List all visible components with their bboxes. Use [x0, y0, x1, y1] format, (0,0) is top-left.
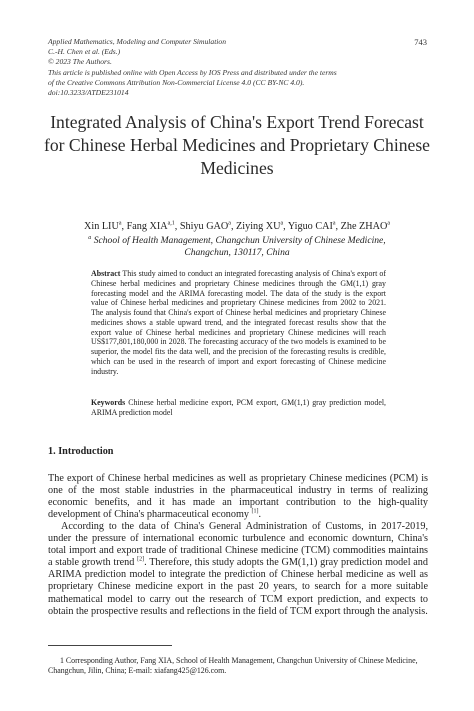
author-name: Shiyu GAO [179, 221, 229, 232]
header-line-license-1: This article is published online with Open Access by IOS Press and distributed under the terms [48, 67, 337, 77]
author-affiliation-mark: a [280, 220, 284, 227]
abstract-label: Abstract [91, 269, 121, 278]
affiliation-line-2: Changchun, 130117, China [184, 247, 290, 259]
author-affiliation-mark: a [228, 220, 231, 227]
keywords-text: Chinese herbal medicine export, PCM export, GM(1,1) gray prediction model, ARIMA prediction model [91, 398, 386, 417]
abstract [91, 269, 386, 376]
intro-paragraph-2 [48, 521, 428, 618]
author-name: Yiguo CAI [287, 221, 333, 232]
page-number: 743 [414, 37, 427, 47]
author-name: Ziying XU [236, 221, 281, 232]
affiliation [40, 235, 434, 259]
header-line-license-2: of the Creative Commons Attribution Non-Commercial License 4.0 (CC BY-NC 4.0). [48, 77, 305, 87]
author-name: Zhe ZHAO [340, 221, 388, 232]
author-affiliation-mark: a,1 [167, 220, 175, 227]
author-affiliation-mark: a [118, 220, 122, 227]
footnote: 1 Corresponding Author, Fang XIA, School of Health Management, Changchun University of Chinese Medicine, Changchun, Jilin, China; E-mail: xiafang425@126.com. [48, 656, 418, 676]
author-affiliation-mark: a [332, 220, 336, 227]
paragraph-text: . [258, 509, 262, 521]
citation-ref: [2] [137, 556, 145, 563]
header-line-editors: C.-H. Chen et al. (Eds.) [48, 47, 121, 57]
author-list: Xin LIU$^a$, Fang XIA$^{a,1}$, Shiyu GAO$^a$, Ziying $XU^a$, Yiguo CAI$^a$, Zhe ZHAO$^a$ [84, 220, 390, 232]
section-heading: 1. Introduction [48, 446, 114, 457]
citation-ref: [1] [251, 508, 259, 515]
footnote-divider [48, 645, 172, 646]
header-line-doi: doi:10.3233/ATDE231014 [48, 88, 129, 98]
header-line-journal: Applied Mathematics, Modeling and Computer Simulation [48, 37, 227, 46]
keywords [91, 398, 386, 418]
abstract-text: This study aimed to conduct an integrated forecasting analysis of China's export of Chinese herbal medicines and proprietary Chinese medicines through the GM(1,1) gray forecasting model and the ARIMA forecasting model. The data of the study is the export value of Chinese herbal medicines and proprietary Chinese medicines from 2002 to 2021. The analysis found that China's export of Chinese herbal medicines and proprietary Chinese medicines shows a stable upward trend, and the integrated forecast results show that the export value of Chinese herbal medicines and proprietary Chinese medicines will reach US$177,801,180,000 in 2028. The forecasting accuracy of the two models is examined to be superior, the model fits the data well, and the precision of the forecasting results is credible, which can be used in the research of import and export forecasting of Chinese medicine industry. [91, 269, 386, 376]
header-line-copyright: © 2023 The Authors. [48, 57, 112, 67]
author-name: Xin LIU [84, 221, 119, 232]
paragraph-text: . Therefore, this study adopts the GM(1,1) gray prediction model and ARIMA prediction model to integrate the prediction of Chinese herbal medicine as well as proprietary Chinese medicine export in the past 20 years, to search for a more suitable mathematical model to carry out the research of TCM export prediction, and expects to obtain the prospective results and reflections in the field of TCM export through the analysis. [48, 557, 428, 617]
intro-paragraph-1 [48, 473, 428, 521]
author-name: Fang XIA [126, 221, 168, 232]
author-affiliation-mark: a [387, 220, 390, 227]
journal-header [48, 37, 368, 98]
affiliation-line-1: School of Health Management, Changchun University of Chinese Medicine, [93, 235, 386, 246]
paper-title: Integrated Analysis of China's Export Trend Forecast for Chinese Herbal Medicines and Proprietary Chinese Medicines [44, 112, 430, 178]
keywords-label: Keywords [91, 398, 126, 407]
paragraph-text: According to the data of China's General Administration of Customs, in 2017-2019, under the pressure of international economic turbulence and economic downturn, China's total import and export trade of traditional Chinese medicine (TCM) commodities maintains a stable growth trend [48, 521, 428, 569]
paragraph-text: The export of Chinese herbal medicines as well as proprietary Chinese medicines (PCM) is one of the most stable industries in the pharmaceutical industry in terms of realizing economic benefits, and it has made an important contribution to the high-quality development of China's pharmaceutical economy [48, 473, 428, 521]
affiliation-mark: a [88, 234, 92, 241]
